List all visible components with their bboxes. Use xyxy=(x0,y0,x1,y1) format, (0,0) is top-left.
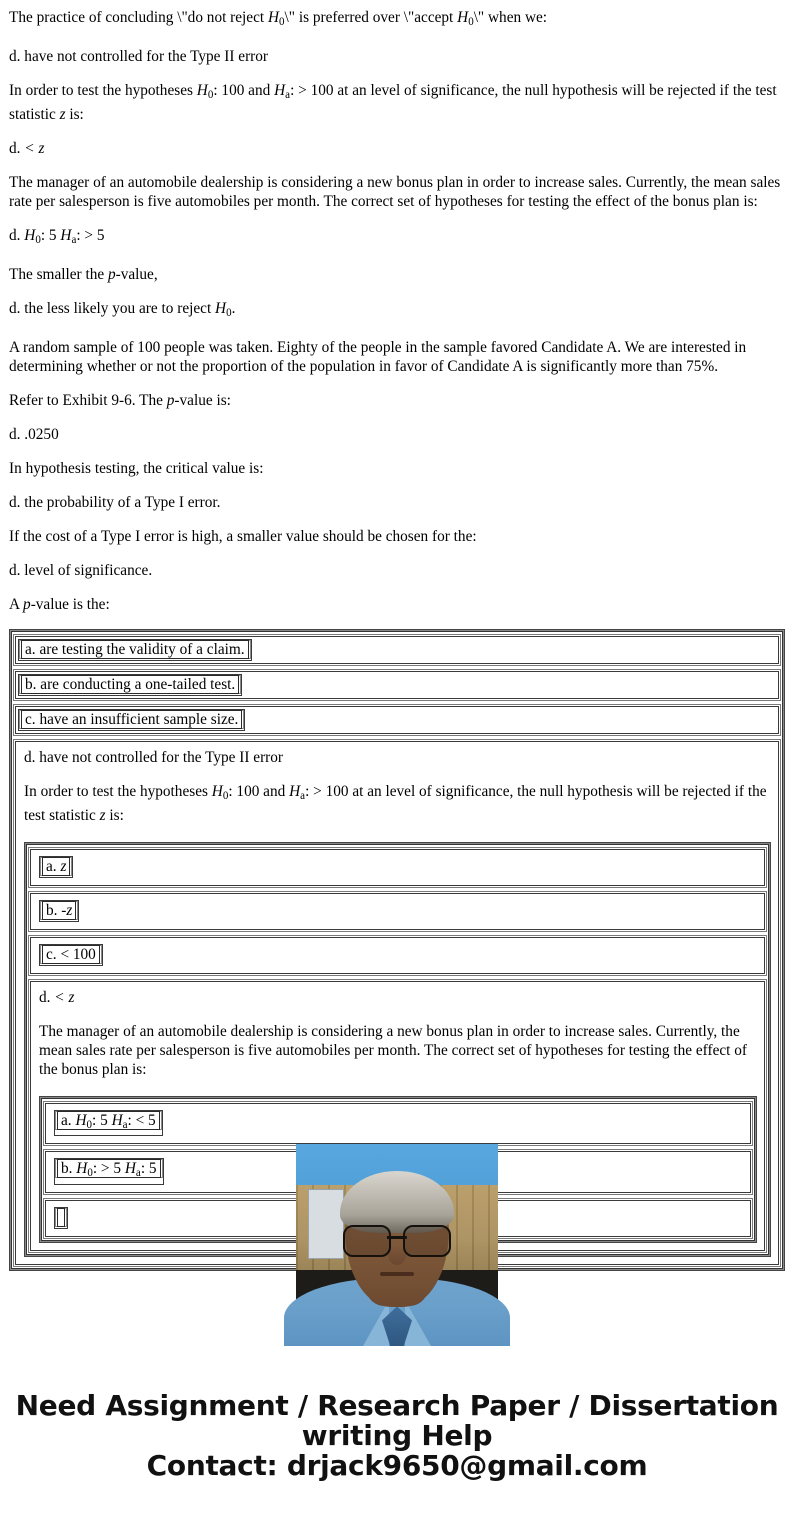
quiz-options-container xyxy=(9,629,785,1180)
quiz-option-chip[interactable] xyxy=(39,944,103,966)
quiz-option-label: b. $H_0$: > 5 $H_a$: 5 xyxy=(57,1159,161,1178)
quiz-option-band-inner xyxy=(15,706,779,734)
paragraph: d. have not controlled for the Type II error xyxy=(9,48,269,66)
quiz-option-chip[interactable] xyxy=(18,639,252,661)
quiz-option-label: c. have an insufficient sample size. xyxy=(21,710,242,729)
quiz-option-chip-mid xyxy=(55,1208,67,1227)
paragraph: d. .0250 xyxy=(9,426,59,444)
quiz-option-chip[interactable] xyxy=(54,1207,68,1229)
prose-block-top xyxy=(0,0,794,614)
quiz-option-chip-mid xyxy=(55,1159,163,1178)
quiz-option-label: d. have not controlled for the Type II error xyxy=(24,749,284,767)
paragraph: A random sample of 100 people was taken. Eighty of the people in the sample favored Candidate A. We are interested in determining whether or not the proportion of the population in favor of Candidate A is significantly more than 75%. xyxy=(9,339,747,376)
quiz-option-chip[interactable] xyxy=(18,674,242,696)
quiz-option-row[interactable] xyxy=(13,634,781,666)
quiz-option-chip[interactable] xyxy=(18,709,245,731)
quiz-option-band xyxy=(28,847,767,888)
footer-headline xyxy=(0,1391,794,1511)
paragraph: The manager of an automobile dealership is considering a new bonus plan in order to increase sales. Currently, the mean sales rate per salesperson is five automobiles per month. The correct set of hypotheses for testing the effect of the bonus plan is: xyxy=(9,174,781,211)
quiz-option-band xyxy=(13,704,781,736)
paragraph: If the cost of a Type I error is high, a smaller value should be chosen for the: xyxy=(9,528,477,546)
quiz-option-row[interactable] xyxy=(28,935,767,976)
paragraph: In hypothesis testing, the critical value is: xyxy=(9,460,264,478)
avatar-lens-left xyxy=(343,1225,391,1257)
quiz-option-row[interactable] xyxy=(28,891,767,932)
quiz-option-label xyxy=(57,1208,65,1227)
footer-line-2: writing Help xyxy=(301,1419,493,1453)
quiz-option-chip-mid xyxy=(55,1111,162,1130)
quiz-option-chip[interactable] xyxy=(54,1110,163,1136)
quiz-option-chip-mid xyxy=(40,901,78,920)
quiz-option-chip-mid xyxy=(40,857,72,876)
avatar xyxy=(296,1144,498,1346)
quiz-option-label: a. z xyxy=(42,857,70,876)
quiz-option-row[interactable] xyxy=(28,847,767,888)
quiz-option-label: a. are testing the validity of a claim. xyxy=(21,640,249,659)
paragraph: The practice of concluding \"do not reject $H_0\backslash$" is preferred over \"accept $H_0\backslash$" when we: xyxy=(9,9,548,29)
paragraph: d. $H_0$: 5 $H_a$: > 5 xyxy=(9,227,105,247)
quiz-option-label: c. < 100 xyxy=(42,945,100,964)
glasses-icon xyxy=(343,1225,451,1255)
footer-contact: Contact: drjack9650@gmail.com xyxy=(146,1449,648,1483)
quiz-option-row[interactable] xyxy=(43,1101,753,1146)
paragraph: The smaller the p-value, xyxy=(9,266,158,284)
quiz-option-band-inner xyxy=(30,849,765,886)
quiz-option-band xyxy=(43,1101,753,1146)
paragraph: d. < z xyxy=(9,140,45,158)
quiz-question-text: The manager of an automobile dealership is considering a new bonus plan in order to increase sales. Currently, the mean sales rate per salesperson is five automobiles per month. The correct set of hypotheses for testing the effect of the bonus plan is: xyxy=(39,1023,747,1079)
quiz-option-label: a. $H_0$: 5 $H_a$: < 5 xyxy=(57,1111,160,1130)
quiz-option-chip[interactable] xyxy=(39,856,73,878)
quiz-option-label: b. are conducting a one-tailed test. xyxy=(21,675,239,694)
paragraph: d. the probability of a Type I error. xyxy=(9,494,221,512)
paragraph: A p-value is the: xyxy=(9,596,110,614)
quiz-option-band-inner xyxy=(30,937,765,974)
quiz-option-band-inner xyxy=(30,893,765,930)
quiz-option-band xyxy=(28,891,767,932)
paragraph: Refer to Exhibit 9-6. The p-value is: xyxy=(9,392,231,410)
quiz-option-band xyxy=(13,669,781,701)
quiz-option-row[interactable] xyxy=(13,704,781,736)
quiz-option-chip-mid xyxy=(40,945,102,964)
quiz-option-band xyxy=(28,935,767,976)
quiz-option-chip-mid xyxy=(19,675,241,694)
footer-line-1: Need Assignment / Research Paper / Dissertation xyxy=(15,1389,779,1423)
avatar-lens-right xyxy=(403,1225,451,1257)
paragraph: d. the less likely you are to reject $H_0$. xyxy=(9,300,236,320)
quiz-option-band-inner xyxy=(45,1103,751,1144)
quiz-option-chip[interactable] xyxy=(39,900,79,922)
quiz-option-label: b. -z xyxy=(42,901,76,920)
quiz-option-band-inner xyxy=(15,671,779,699)
quiz-option-row[interactable] xyxy=(13,669,781,701)
avatar-mouth xyxy=(380,1272,414,1276)
quiz-option-chip[interactable] xyxy=(54,1158,164,1184)
quiz-option-band-inner xyxy=(15,636,779,664)
quiz-option-band xyxy=(13,634,781,666)
avatar-background-panel xyxy=(308,1189,344,1260)
quiz-question-text: In order to test the hypotheses $H_0$: 100 and $H_a$: > 100 at an level of significance, the null hypothesis will be rejected if the test statistic z is: xyxy=(24,783,767,825)
quiz-option-chip-mid xyxy=(19,710,244,729)
paragraph: d. level of significance. xyxy=(9,562,153,580)
paragraph: In order to test the hypotheses $H_0$: 100 and $H_a$: > 100 at an level of significance, the null hypothesis will be rejected if the test statistic z is: xyxy=(9,82,777,124)
quiz-option-label: d. < z xyxy=(39,989,75,1007)
quiz-option-chip-mid xyxy=(19,640,251,659)
